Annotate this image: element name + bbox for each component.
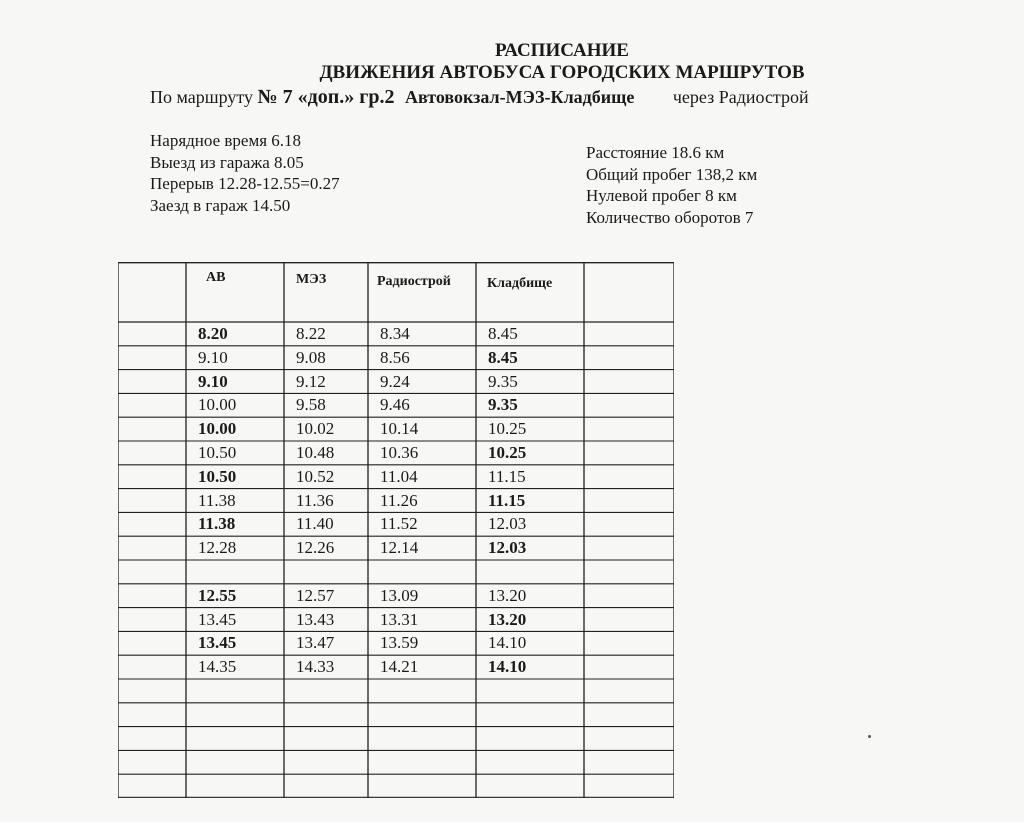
cell-kladbishche: 8.45 bbox=[488, 324, 518, 343]
cell-radiostroy: 13.09 bbox=[380, 585, 419, 605]
cell-kladbishche: 10.25 bbox=[488, 443, 527, 462]
schedule-table bbox=[118, 262, 674, 798]
cell-radiostroy: 8.34 bbox=[380, 324, 410, 343]
info-line: Нарядное время 6.18 bbox=[150, 131, 302, 150]
cell-radiostroy: 8.56 bbox=[380, 347, 410, 367]
document-title: РАСПИСАНИЕ bbox=[495, 40, 629, 61]
cell-kladbishche: 12.03 bbox=[488, 538, 527, 558]
cell-mez: 11.40 bbox=[296, 514, 334, 534]
cell-mez: 13.47 bbox=[296, 633, 335, 653]
column-header-av: АВ bbox=[206, 270, 226, 285]
cell-mez: 10.52 bbox=[296, 466, 335, 486]
cell-mez: 9.58 bbox=[296, 395, 326, 415]
cell-mez: 12.26 bbox=[296, 538, 335, 558]
cell-mez: 10.48 bbox=[296, 443, 335, 462]
route-number: № 7 «доп.» гр.2 bbox=[257, 86, 395, 108]
info-line: Общий пробег 138,2 км bbox=[586, 164, 758, 184]
cell-av: 10.00 bbox=[198, 419, 237, 439]
cell-mez: 11.36 bbox=[296, 490, 334, 510]
cell-av: 13.45 bbox=[198, 633, 237, 653]
cell-mez: 9.08 bbox=[296, 347, 326, 367]
cell-av: 9.10 bbox=[198, 347, 228, 367]
info-line: Нулевой пробег 8 км bbox=[586, 186, 737, 205]
cell-radiostroy: 9.46 bbox=[380, 395, 410, 415]
cell-av: 10.50 bbox=[198, 443, 237, 462]
cell-kladbishche: 9.35 bbox=[488, 371, 518, 391]
cell-kladbishche: 13.20 bbox=[488, 609, 527, 629]
cell-kladbishche: 14.10 bbox=[488, 633, 527, 653]
column-header-kladbishche: Кладбище bbox=[487, 276, 553, 291]
cell-radiostroy: 13.31 bbox=[380, 609, 419, 629]
info-line: Выезд из гаража 8.05 bbox=[150, 152, 304, 172]
cell-av: 13.45 bbox=[198, 609, 237, 629]
info-line: Количество оборотов 7 bbox=[586, 207, 754, 227]
cell-kladbishche: 11.15 bbox=[488, 466, 526, 486]
cell-kladbishche: 13.20 bbox=[488, 585, 527, 605]
cell-mez: 10.02 bbox=[296, 419, 335, 439]
distance-info bbox=[586, 142, 757, 228]
cell-av: 8.20 bbox=[198, 324, 228, 343]
cell-kladbishche: 10.25 bbox=[488, 419, 527, 439]
cell-av: 9.10 bbox=[198, 371, 228, 391]
cell-kladbishche: 9.35 bbox=[488, 395, 518, 415]
cell-radiostroy: 12.14 bbox=[380, 538, 419, 558]
info-line: Перерыв 12.28-12.55=0.27 bbox=[150, 174, 340, 193]
timing-info bbox=[150, 130, 340, 216]
route-line bbox=[150, 86, 809, 109]
cell-mez: 8.22 bbox=[296, 324, 326, 343]
column-header-radiostroy: Радиострой bbox=[377, 274, 451, 289]
cell-radiostroy: 13.59 bbox=[380, 633, 419, 653]
cell-mez: 13.43 bbox=[296, 609, 335, 629]
cell-radiostroy: 10.36 bbox=[380, 443, 419, 462]
route-via: через Радиострой bbox=[672, 87, 809, 107]
route-prefix: По маршруту bbox=[150, 87, 254, 107]
cell-av: 10.00 bbox=[198, 395, 237, 415]
cell-av: 11.38 bbox=[198, 490, 236, 510]
cell-radiostroy: 14.21 bbox=[380, 657, 419, 677]
cell-mez: 14.33 bbox=[296, 657, 335, 677]
cell-mez: 9.12 bbox=[296, 371, 326, 391]
cell-av: 14.35 bbox=[198, 657, 237, 677]
route-name: Автовокзал-МЭЗ-Кладбище bbox=[404, 87, 635, 107]
cell-av: 10.50 bbox=[198, 466, 237, 486]
cell-radiostroy: 10.14 bbox=[380, 419, 419, 439]
cell-radiostroy: 11.26 bbox=[380, 490, 418, 510]
cell-av: 12.55 bbox=[198, 585, 237, 605]
cell-kladbishche: 14.10 bbox=[488, 657, 527, 677]
cell-mez: 12.57 bbox=[296, 585, 335, 605]
cell-av: 11.38 bbox=[198, 514, 236, 534]
speck bbox=[868, 735, 871, 738]
cell-radiostroy: 11.52 bbox=[380, 514, 418, 534]
info-line: Заезд в гараж 14.50 bbox=[150, 195, 291, 215]
column-header-mez: МЭЗ bbox=[296, 272, 327, 287]
cell-radiostroy: 9.24 bbox=[380, 371, 410, 391]
cell-radiostroy: 11.04 bbox=[380, 466, 418, 486]
cell-kladbishche: 11.15 bbox=[488, 490, 526, 510]
cell-kladbishche: 8.45 bbox=[488, 347, 518, 367]
cell-av: 12.28 bbox=[198, 538, 237, 558]
info-line: Расстояние 18.6 км bbox=[586, 143, 725, 162]
document-subtitle: ДВИЖЕНИЯ АВТОБУСА ГОРОДСКИХ МАРШРУТОВ bbox=[319, 62, 805, 83]
cell-kladbishche: 12.03 bbox=[488, 514, 527, 534]
